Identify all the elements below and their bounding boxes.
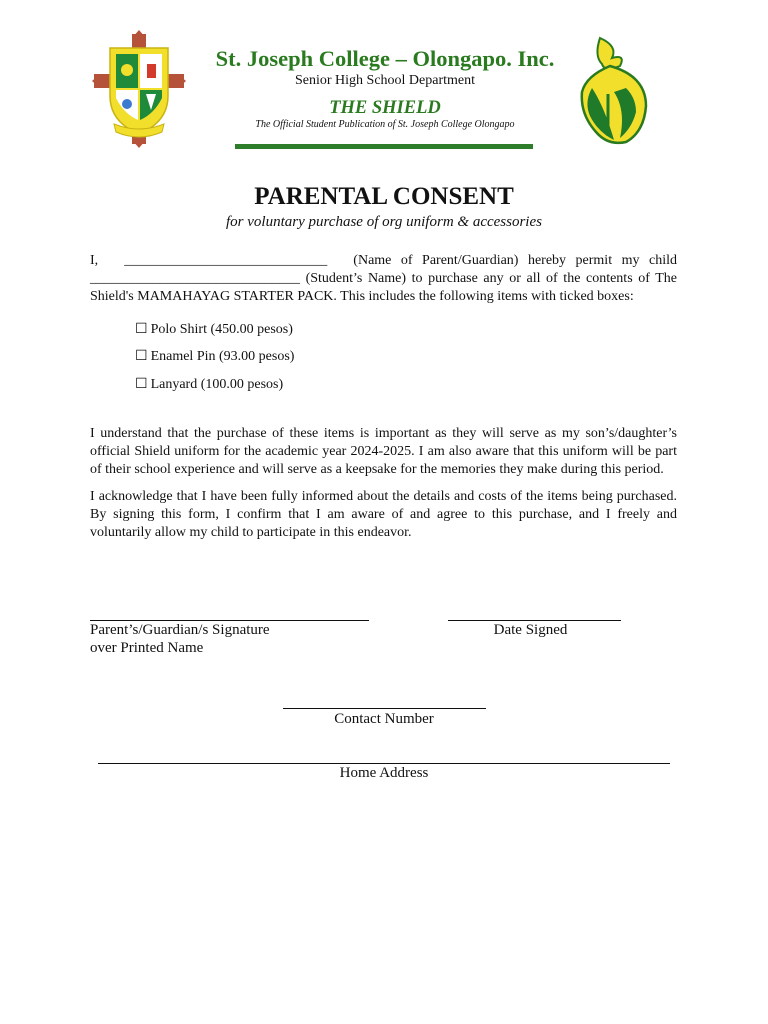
intro-line2: ______________________________ (Student’s Name) to purchase any or all of the contents of The Shield's MAMAHAYAG STARTER PACK. This includes the following items with ticked boxes: xyxy=(90,270,677,304)
form-subtitle: for voluntary purchase of org uniform & accessories xyxy=(226,214,542,230)
college-seal-logo xyxy=(92,30,186,148)
item-label: Enamel Pin (93.00 pesos) xyxy=(150,349,295,364)
publication-flame-logo xyxy=(574,36,650,146)
item-label: Lanyard (100.00 pesos) xyxy=(150,377,284,392)
publication-name: THE SHIELD xyxy=(329,98,441,118)
printed-name-label: over Printed Name xyxy=(90,640,204,656)
checklist-item-polo[interactable] xyxy=(135,321,293,338)
contact-number-label: Contact Number xyxy=(334,711,434,727)
home-address-line[interactable] xyxy=(98,763,670,764)
checkbox-icon[interactable]: ☐ xyxy=(135,348,148,364)
checkbox-icon[interactable]: ☐ xyxy=(135,321,148,337)
publication-tagline: The Official Student Publication of St. Joseph College Olongapo xyxy=(255,119,515,130)
checklist-item-enamel-pin[interactable] xyxy=(135,348,294,365)
signature-label: Parent’s/Guardian/s Signature xyxy=(90,622,270,638)
item-label: Polo Shirt (450.00 pesos) xyxy=(150,322,293,337)
intro-paragraph xyxy=(90,252,677,305)
date-line[interactable] xyxy=(448,620,621,621)
parent-name-blank: _____________________________ xyxy=(124,253,328,268)
date-signed-label: Date Signed xyxy=(493,622,568,638)
intro-prefix: I, xyxy=(90,253,99,268)
college-name: St. Joseph College – Olongapo. Inc. xyxy=(215,46,555,71)
acknowledgement-paragraph: I acknowledge that I have been fully informed about the details and costs of the items being purchased. By signing this form, I confirm that I am aware of and agree to this purchase, and I freely and voluntarily allow my child to participate in this endeavor. xyxy=(90,489,677,540)
checkbox-icon[interactable]: ☐ xyxy=(135,376,148,392)
signature-line[interactable] xyxy=(90,620,369,621)
department-name: Senior High School Department xyxy=(294,73,476,88)
header-divider xyxy=(235,144,533,149)
form-title: PARENTAL CONSENT xyxy=(254,183,514,210)
intro-line1-suffix: (Name of Parent/Guardian) hereby permit my child xyxy=(353,253,677,268)
understanding-paragraph: I understand that the purchase of these items is important as they will serve as my son’s/daughter’s official Shield uniform for the academic year 2024-2025. I am also aware that this uniform will be part of their school experience and will serve as a keepsake for the memories they make during this period. xyxy=(90,426,677,477)
contact-number-line[interactable] xyxy=(283,708,486,709)
home-address-label: Home Address xyxy=(339,765,429,781)
checklist-item-lanyard[interactable] xyxy=(135,376,283,393)
